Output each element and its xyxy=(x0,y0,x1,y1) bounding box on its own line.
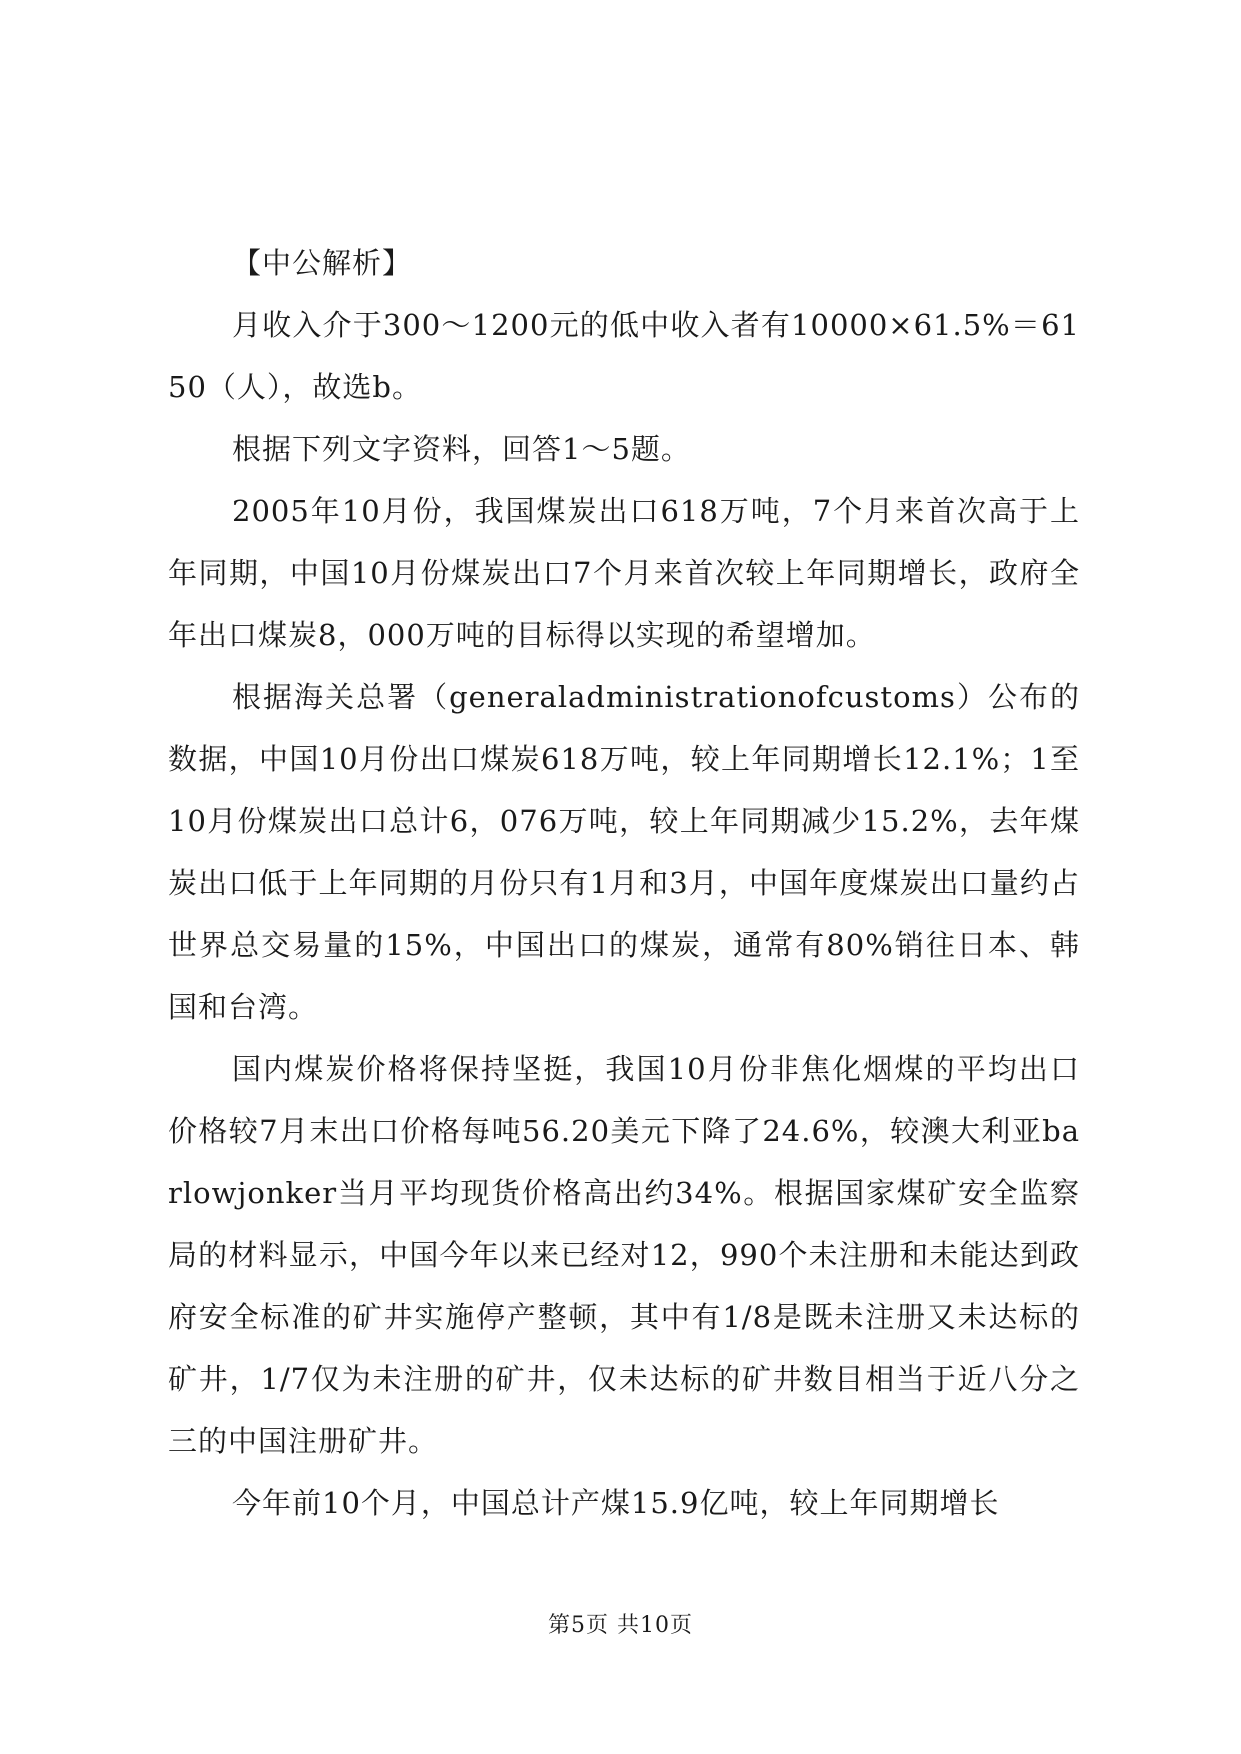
document-body xyxy=(168,232,1080,1534)
paragraph-instruction: 根据下列文字资料，回答1～5题。 xyxy=(232,432,691,466)
section-heading: 【中公解析】 xyxy=(232,246,413,280)
page-footer: 第5页 共10页 xyxy=(548,1613,693,1638)
paragraph-customs-data: 根据海关总署（generaladministrationofcustoms）公布的数据，中国10月份出口煤炭618万吨，较上年同期增长12.1%；1至10月份煤炭出口总计6，076万吨，较上年同期减少15.2%，去年煤炭出口低于上年同期的月份只有1月和3月，中国年度煤炭出口量约占世界总交易量的15%，中国出口的煤炭，通常有80%销往日本、韩国和台湾。 xyxy=(168,680,1080,1024)
paragraph-coal-price: 国内煤炭价格将保持坚挺，我国10月份非焦化烟煤的平均出口价格较7月末出口价格每吨56.20美元下降了24.6%，较澳大利亚barlowjonker当月平均现货价格高出约34%。根据国家煤矿安全监察局的材料显示，中国今年以来已经对12，990个未注册和未能达到政府安全标准的矿井实施停产整顿，其中有1/8是既未注册又未达标的矿井，1/7仅为未注册的矿井，仅未达标的矿井数目相当于近八分之三的中国注册矿井。 xyxy=(168,1052,1080,1458)
paragraph-coal-production: 今年前10个月，中国总计产煤15.9亿吨，较上年同期增长 xyxy=(232,1486,1000,1520)
paragraph-answer: 月收入介于300～1200元的低中收入者有10000×61.5%＝6150（人），故选b。 xyxy=(168,308,1080,404)
paragraph-coal-export: 2005年10月份，我国煤炭出口618万吨，7个月来首次高于上年同期，中国10月份煤炭出口7个月来首次较上年同期增长，政府全年出口煤炭8，000万吨的目标得以实现的希望增加。 xyxy=(168,494,1080,652)
